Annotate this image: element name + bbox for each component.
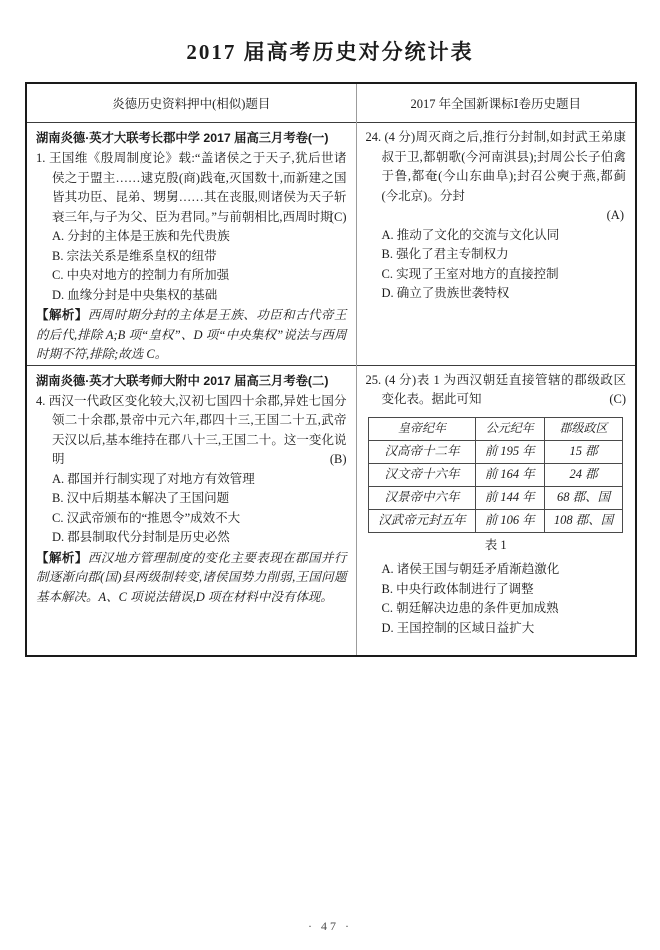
option-c: C. 汉武帝颁布的“推恩令”成效不大 (52, 510, 241, 525)
column-header-left: 炎德历史资料押中(相似)题目 (112, 97, 271, 111)
option-d: D. 确立了贵族世袭特权 (381, 286, 510, 300)
option-c: C. 朝廷解决边患的条件更加成熟 (381, 601, 559, 615)
analysis-text: 西周时期分封的主体是王族、功臣和古代帝王的后代,排除 A;B 项“皇权”、D 项“中央集权”说法与西周时期不符,排除;故选 C。 (36, 308, 347, 361)
option-b: B. 中央行政体制进行了调整 (381, 581, 534, 596)
q25-cell: 汉高帝十二年 (369, 440, 476, 463)
option-c: C. 实现了王室对地方的直接控制 (381, 266, 559, 281)
q25-table-row (369, 463, 623, 486)
q25-header-prefectures: 郡级政区 (544, 417, 622, 440)
question-number: 25. (365, 372, 382, 387)
analysis-label: 【解析】 (36, 308, 88, 322)
q25-cell: 24 郡 (544, 463, 622, 486)
option-a: A. 郡国并行制实现了对地方有效管理 (52, 471, 255, 486)
option-d: D. 血缘分封是中央集权的基础 (52, 287, 218, 302)
analysis-label: 【解析】 (36, 550, 88, 565)
question-number: 1. (36, 151, 46, 165)
q25-cell: 前 106 年 (475, 509, 544, 532)
q25-cell: 前 164 年 (475, 463, 544, 486)
option-d: D. 郡县制取代分封制是历史必然 (52, 530, 230, 544)
option-d: D. 王国控制的区域日益扩大 (381, 620, 535, 635)
analysis-block (36, 306, 347, 365)
cell-exam-question-24 (356, 123, 636, 366)
q25-cell: 前 144 年 (475, 486, 544, 509)
stem-text: 王国维《殷周制度论》载:“盖诸侯之于天子,犹后世诸侯之于盟主……逮克殷(商)践奄,灭国数十,而新建之国皆其功臣、昆弟、甥舅……其在丧服,则诸侯为天子斩衰三年,与子为父、臣为君同。”与前朝相比,西周时期 (48, 151, 347, 224)
cell-mock-question-1 (26, 123, 356, 366)
page-title: 2017 届高考历史对分统计表 (186, 40, 474, 64)
question-stem (36, 149, 347, 227)
cell-exam-question-25 (356, 365, 636, 656)
option-c: C. 中央对地方的控制力有所加强 (52, 268, 230, 282)
option-a: A. 诸侯王国与朝廷矛盾渐趋激化 (381, 562, 560, 576)
answer-mark: (C) (609, 392, 626, 406)
question-number: 4. (36, 393, 46, 408)
question-stem (366, 128, 627, 206)
option-a: A. 推动了文化的交流与文化认同 (381, 227, 560, 242)
source-heading: 湖南炎德·英才大联考长郡中学 2017 届高三月考卷(一) (36, 131, 329, 145)
q25-cell: 68 郡、国 (544, 486, 622, 509)
question-stem (36, 392, 347, 470)
question-stem (366, 371, 627, 410)
q25-header-ce-year: 公元纪年 (475, 417, 544, 440)
analysis-text: 西汉地方管理制度的变化主要表现在郡国并行制逐渐向郡(国)县两级制转变,诸侯国势力削弱,王国问题基本解决。A、C 项说法错误,D 项在材料中没有体现。 (36, 550, 347, 604)
question-number: 24. (365, 130, 382, 144)
column-header-right: 2017 年全国新课标Ⅰ卷历史题目 (356, 83, 636, 123)
q25-cell: 汉武帝元封五年 (369, 509, 476, 532)
option-a: A. 分封的主体是王族和先代贵族 (52, 229, 230, 243)
q25-data-table (368, 417, 623, 533)
q25-header-emperor-year: 皇帝纪年 (369, 417, 476, 440)
analysis-block (36, 549, 347, 608)
table-header-row (26, 83, 636, 123)
q25-table-caption: 表 1 (484, 537, 507, 552)
stem-text: (4 分)周灭商之后,推行分封制,如封武王弟康叔于卫,都朝歌(今河南淇县);封周公长子伯禽于鲁,都奄(今山东曲阜);封召公奭于燕,都蓟(今北京)。分封 (381, 130, 627, 203)
q25-cell: 15 郡 (544, 440, 622, 463)
table-row (26, 365, 636, 656)
q25-table-row (369, 440, 623, 463)
q25-cell: 前 195 年 (475, 440, 544, 463)
stem-text: 西汉一代政区变化较大,汉初七国四十余郡,异姓七国分领二十余郡,景帝中元六年,郡四十三,王国二十五,武帝天汉以后,基本维持在郡八十三,王国二十。这一变化说明 (48, 393, 347, 466)
q25-cell: 108 郡、国 (544, 509, 622, 532)
q25-table-header-row (369, 417, 623, 440)
stem-text: (4 分)表 1 为西汉朝廷直接管辖的郡级政区变化表。据此可知 (381, 372, 626, 406)
answer-mark: (B) (329, 452, 347, 466)
option-b: B. 宗法关系是维系皇权的纽带 (52, 248, 217, 263)
q25-cell: 汉文帝十六年 (369, 463, 476, 486)
option-b: B. 强化了君主专制权力 (381, 247, 509, 261)
source-heading: 湖南炎德·英才大联考师大附中 2017 届高三月考卷(二) (36, 373, 329, 388)
q25-table-row (369, 486, 623, 509)
answer-mark: (A) (606, 208, 624, 222)
page-number: · 47 · (308, 919, 352, 933)
table-row (26, 123, 636, 366)
comparison-table (25, 82, 637, 657)
q25-table-row (369, 509, 623, 532)
option-b: B. 汉中后期基本解决了王国问题 (52, 491, 230, 505)
cell-mock-question-4 (26, 365, 356, 656)
q25-cell: 汉景帝中六年 (369, 486, 476, 509)
answer-mark: (C) (329, 209, 347, 224)
